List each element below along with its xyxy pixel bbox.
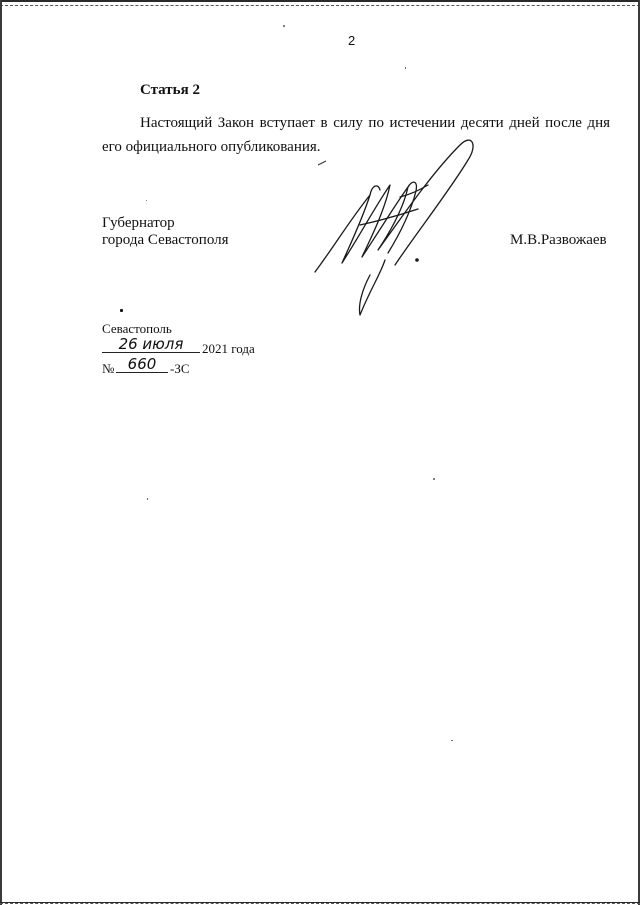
scan-speck <box>146 200 147 201</box>
article-text: Настоящий Закон вступает в силу по истечении десяти дней после дня его официального опубликования. <box>102 115 610 155</box>
page-number: 2 <box>348 33 356 48</box>
governor-title-line2: города Севастополя <box>102 232 229 248</box>
governor-title-line1: Губернатор <box>102 215 175 231</box>
scan-speck <box>147 498 148 500</box>
signing-date-handwritten: 26 июля <box>102 335 200 353</box>
law-number-suffix: -ЗС <box>170 361 190 376</box>
law-number-handwritten: 660 <box>116 355 168 373</box>
article-heading: Статья 2 <box>140 82 200 98</box>
law-number <box>102 355 222 377</box>
scan-speck <box>451 740 453 741</box>
law-number-prefix: № <box>102 361 115 376</box>
scan-speck <box>405 67 406 69</box>
signature-icon <box>300 125 500 325</box>
signing-date-year: 2021 года <box>202 341 255 356</box>
scan-top-border <box>0 0 640 8</box>
scan-speck <box>120 309 123 312</box>
scan-speck <box>433 478 435 480</box>
scan-left-border <box>0 0 2 905</box>
scan-speck <box>283 25 285 27</box>
signing-city: Севастополь <box>102 321 172 336</box>
governor-title <box>102 215 229 249</box>
governor-name: М.В.Развожаев <box>510 232 607 248</box>
